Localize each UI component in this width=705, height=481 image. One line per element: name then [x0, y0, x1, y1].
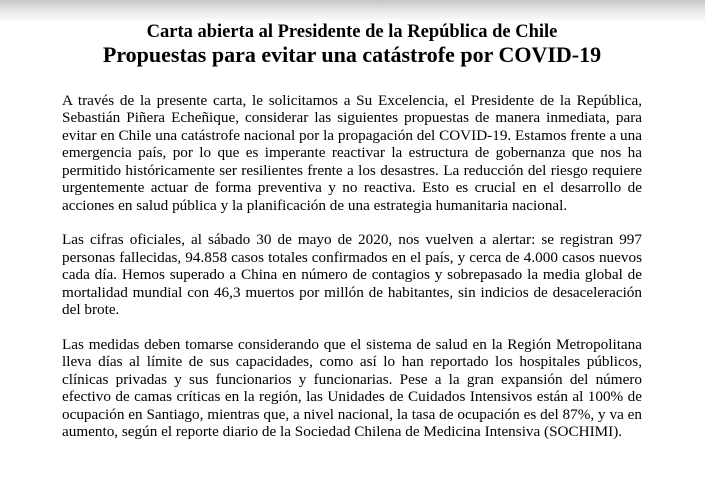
paragraph-introduction: A través de la presente carta, le solicitamos a Su Excelencia, el Presidente de la República, Sebastián Piñera Echeñique, considerar las siguientes propuestas de manera inmediata, para evitar en Chile una catástrofe nacional por la propagación del COVID-19. Estamos frente a una emergencia país, por lo que es imperante reactivar la estructura de gobernanza que nos ha permitido históricamente ser resilientes frente a los desastres. La reducción del riesgo requiere urgentemente actuar de forma preventiva y no reactiva. Esto es crucial en el desarrollo de acciones en salud pública y la planificación de una estrategia humanitaria nacional.: [62, 91, 642, 214]
viewer-top-shadow: [0, 0, 705, 22]
letter-subtitle: Propuestas para evitar una catástrofe por COVID-19: [102, 42, 602, 68]
letter-title: Carta abierta al Presidente de la República de Chile: [146, 22, 558, 42]
document-page: [62, 22, 642, 441]
paragraph-official-figures: Las cifras oficiales, al sábado 30 de mayo de 2020, nos vuelven a alertar: se registran 997 personas fallecidas, 94.858 casos totales confirmados en el país, y cerca de 4.000 casos nuevos cada día. Hemos superado a China en número de contagios y sobrepasado la media global de mortalidad mundial con 46,3 muertos por millón de habitantes, sin indicios de desaceleración del brote.: [62, 231, 642, 319]
paragraph-health-system: Las medidas deben tomarse considerando que el sistema de salud en la Región Metropolitana lleva días al límite de sus capacidades, como así lo han reportado los hospitales públicos, clínicas privadas y sus funcionarios y funcionarias. Pese a la gran expansión del número efectivo de camas críticas en la región, las Unidades de Cuidados Intensivos están al 100% de ocupación en Santiago, mientras que, a nivel nacional, la tasa de ocupación es del 87%, y va en aumento, según el reporte diario de la Sociedad Chilena de Medicina Intensiva (SOCHIMI).: [62, 335, 642, 441]
